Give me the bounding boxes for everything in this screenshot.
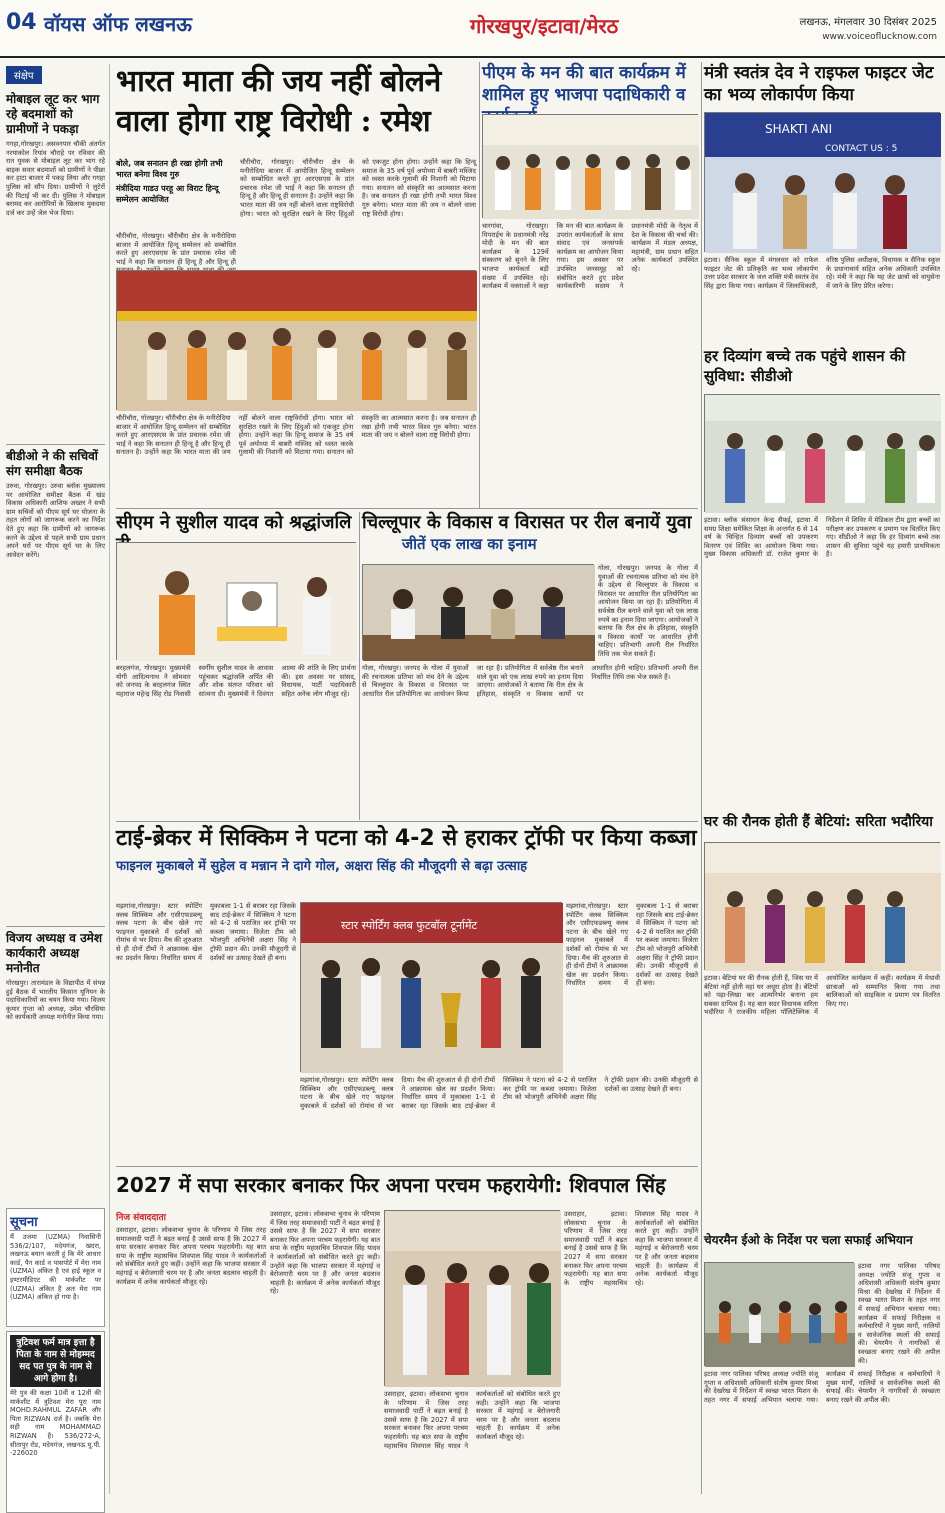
paper-name: वॉयस ऑफ लखनऊ	[44, 12, 192, 36]
daughters-headline: घर की रौनक होती हैं बेटियां: सरिता भदौरिया	[704, 814, 933, 830]
column-rule	[701, 62, 702, 1494]
website-link[interactable]: www.voiceoflucknow.com	[822, 32, 937, 42]
lead-bullet2: मंत्रीदिया गाडउ परहू आ विराट हिन्दू सम्मेलन आयोजित	[116, 184, 219, 204]
notice-text: मैं उजमा (UZMA) निवासिनी 536/2/107, मदेयगंज, खदरा, लखनऊ बयान करती हूं कि मेरे आधार कार्ड, पैन कार्ड व पासपोर्ट में मेरा नाम (UZMA) अंकित है एवं हाई स्कूल व इण्टरमीडिएट की मार्कशीट पर (UZMA) अंकित है अतः मेरा नाम (UZMA) अंकित हो गया है।	[10, 1233, 101, 1302]
brief1-text: गगहा,गोरखपुर। असवनपार चौकी अंतर्गत नरयाकोल रियांव चौराहे पर रविवार की रात युवक से मोबाइल लूट कर भाग रहे बाइक सवार बदमाशों को ग्रामीणों ने पीछा कर हाटा बाजार में पकड़ लिया और गगहा पुलिस को सौंप दिया। ग्रामीणों ने लुटेरों की पिटाई भी कर दी। पुलिस ने मोबाइल बरामद कर आरोपियों के खिलाफ मुकदमा दर्ज कर उन्हें जेल भेज दिया।	[6, 140, 105, 217]
cleanliness-text: इटावा नगर पालिका परिषद अध्यक्ष ज्योति संजू गुप्ता व अधिशासी अधिकारी संतोष कुमार मिश्रा की देखरेख में निर्देशन में स्वच्छ भारत मिशन के तहत नगर में सफाई अभियान चलाया गया। कार्यक्रम में सफाई निरीक्षक व कर्मचारियों ने मुख्य मार्गों, नालियों व सार्वजनिक स्थलों की सफाई की। चेयरमैन ने नागरिकों से स्वच्छता बनाए रखने की अपील की।	[704, 1370, 940, 1404]
brief3-text: गोरखपुर। तारामंडल के विद्यापीठ में संपन्न हुई बैठक में भारतीय किसान यूनियन के पदाधिकारियों का चयन किया गया। विजय कुमार गुप्ता को अध्यक्ष, उमेश चौरसिया को कार्यकारी अध्यक्ष मनोनीत किया गया।	[6, 979, 105, 1022]
lead-headline-line2: वाला होगा राष्ट्र विरोधी : रमेश	[116, 104, 431, 139]
lead-bullets	[116, 158, 236, 230]
reel-text-side: गोला, गोरखपुर। जनपद के गोला में युवाओं की रचनात्मक प्रतिभा को मंच देने के उद्देश्य से चिल्लूपार के विकास व विरासत पर आधारित रील प्रतियोगिता का आयोजन किया जा रहा है। प्रतियोगिता में सर्वश्रेष्ठ रील बनाने वाले युवा को एक लाख रुपये का इनाम दिया जाएगा। आयोजकों ने बताया कि रील क्षेत्र के इतिहास, संस्कृति व विकास कार्यों पर आधारित होनी चाहिए। प्रतिभागी अपनी रील निर्धारित तिथि तक भेज सकते हैं।	[598, 564, 698, 658]
cleanliness-text-side: इटावा नगर पालिका परिषद अध्यक्ष ज्योति संजू गुप्ता व अधिशासी अधिकारी संतोष कुमार मिश्रा की देखरेख में निर्देशन में स्वच्छ भारत मिशन के तहत नगर में सफाई अभियान चलाया गया। कार्यक्रम में सफाई निरीक्षक व कर्मचारियों ने मुख्य मार्गों, नालियों व सार्वजनिक स्थलों की सफाई की। चेयरमैन ने नागरिकों से स्वच्छता बनाए रखने की अपील की।	[858, 1262, 940, 1365]
notice-title: सूचना	[10, 1212, 101, 1231]
shivpal-text-mid: उसराहार, इटावा। लोकसभा चुनाव के परिणाम में जिस तरह समाजवादी पार्टी ने बढ़त बनाई है उससे साफ है कि 2027 में सपा सरकार बनाकर फिर अपना परचम फहरायेगी। यह बात सपा के राष्ट्रीय महासचिव शिवपाल सिंह यादव ने कार्यकर्ताओं को संबोधित करते हुए कही। उन्होंने कहा कि भाजपा सरकार में महंगाई व बेरोजगारी चरम पर है और जनता बदलाव चाहती है। कार्यक्रम में अनेक कार्यकर्ता मौजूद रहे।	[384, 1390, 560, 1450]
pm-headline: पीएम के मन की बात कार्यक्रम में शामिल हुए भाजपा पदाधिकारी व	[482, 63, 686, 105]
column-rule	[359, 512, 360, 820]
brief2-text: उरुवा, गोरखपुर। उरुवा ब्लॉक मुख्यालय पर आयोजित समीक्षा बैठक में खंड विकास अधिकारी आशिफ अख्तर ने सभी ग्राम सचिवों को पीएम सूर्य घर योजना के तहत लोगों को जागरूक करने का निर्देश देते हुए कहा कि ग्रामीणों को जागरूक करने के उद्देश्य से पहले सभी ग्राम प्रधान अपने घरों पर पीएम सूर्य घर के लिए आवेदन करेंगे।	[6, 482, 105, 559]
sports-text-left: मझगांवा,गोरखपुर। स्टार स्पोर्टिंग क्लब सिक्किम और एसीएफडब्ल्यू क्लब पटना के बीच खेले गए फाइनल मुकाबले में दर्शकों को रोमांच से भर दिया। मैच की शुरुआत से ही दोनों टीमों ने आक्रामक खेल का प्रदर्शन किया। निर्धारित समय में मुकाबला 1-1 से बराबर रहा जिसके बाद टाई-ब्रेकर में सिक्किम ने पटना को 4-2 से पराजित कर ट्रॉफी पर कब्जा जमाया। विजेता टीम को भोजपुरी अभिनेत्री अक्षरा सिंह ने ट्रॉफी प्रदान की। उनकी मौजूदगी से दर्शकों का उत्साह देखते ही बना।	[116, 902, 296, 962]
lead-text-bottom: चौरीचौरा, गोरखपुर। चौरीचौरा क्षेत्र के मनीरोदिया बाजार में आयोजित हिन्दू सम्मेलन को सम्बोधित करते हुए आरएसएस के प्रांत प्रचारक रमेश जी भाई ने कहा कि सनातन ही हिन्दू है और हिन्दू ही सनातन है। उन्होंने कहा कि भारत माता की जय नहीं बोलने वाला राष्ट्रविरोधी होगा। भारत को सुरक्षित रखने के लिए हिंदुओं को एकजुट होना होगा। उन्होंने कहा कि हिन्दू समाज के 35 वर्ष पूर्व अयोध्या में बाबरी मस्जिद को ध्वस्त करके गुलामी की निशानी को मिटाया गया। सनातन को संस्कृति का आत्मसात करना है। जब सनातन ही रखा होगी तभी भारत विश्व गुरु बनेगा। भारत माता की जय न बोलने वाला राष्ट्र विरोधी होगा।	[116, 414, 476, 457]
reel-text: गोला, गोरखपुर। जनपद के गोला में युवाओं की रचनात्मक प्रतिभा को मंच देने के उद्देश्य से चिल्लूपार के विकास व विरासत पर आधारित रील प्रतियोगिता का आयोजन किया जा रहा है। प्रतियोगिता में सर्वश्रेष्ठ रील बनाने वाले युवा को एक लाख रुपये का इनाम दिया जाएगा। आयोजकों ने बताया कि रील क्षेत्र के इतिहास, संस्कृति व विकास कार्यों पर आधारित होनी चाहिए। प्रतिभागी अपनी रील निर्धारित तिथि तक भेज सकते हैं।	[362, 664, 698, 698]
divyang-headline: हर दिव्यांग बच्चे तक पहुंचे शासन की सुविधा: सीडीओ	[704, 347, 906, 385]
shivpal-text-left2: उसराहार, इटावा। लोकसभा चुनाव के परिणाम में जिस तरह समाजवादी पार्टी ने बढ़त बनाई है उससे साफ है कि 2027 में सपा सरकार बनाकर फिर अपना परचम फहरायेगी। यह बात सपा के राष्ट्रीय महासचिव शिवपाल सिंह यादव ने कार्यकर्ताओं को संबोधित करते हुए कही। उन्होंने कहा कि भाजपा सरकार में महंगाई व बेरोजगारी चरम पर है और जनता बदलाव चाहती है। कार्यक्रम में अनेक कार्यकर्ता मौजूद रहे।	[270, 1210, 380, 1296]
sports-text-bottom: मझगांवा,गोरखपुर। स्टार स्पोर्टिंग क्लब सिक्किम और एसीएफडब्ल्यू क्लब पटना के बीच खेले गए फाइनल मुकाबले में दर्शकों को रोमांच से भर दिया। मैच की शुरुआत से ही दोनों टीमों ने आक्रामक खेल का प्रदर्शन किया। निर्धारित समय में मुकाबला 1-1 से बराबर रहा जिसके बाद टाई-ब्रेकर में सिक्किम ने पटना को 4-2 से पराजित कर ट्रॉफी पर कब्जा जमाया। विजेता टीम को भोजपुरी अभिनेत्री अक्षरा सिंह ने ट्रॉफी प्रदान की। उनकी मौजूदगी से दर्शकों का उत्साह देखते ही बना।	[300, 1076, 698, 1110]
jet-headline-block	[704, 62, 940, 110]
reel-headline-block	[362, 512, 698, 562]
daughters-text: इटावा। बेटियां घर की रौनक होती हैं, जिस घर में बेटियां नहीं होती वहां घर अधूरा होता है। बेटियों को पढ़ा-लिखा कर आत्मनिर्भर बनाना हम सबका दायित्व है। यह बात सदर विधायक सरिता भदौरिया ने राजकीय महिला पॉलिटेक्निक में आयोजित कार्यक्रम में कही। कार्यक्रम में मेधावी छात्राओं को सम्मानित किया गया तथा बालिकाओं को साइकिल व प्रमाण पत्र वितरित किए गए।	[704, 974, 940, 1017]
cleanliness-headline: चेयरमैन ईओ के निर्देश पर चला सफाई अभियान	[704, 1233, 913, 1247]
jet-contact-text: CONTACT US : 5	[825, 144, 898, 154]
lead-headline-block	[116, 62, 476, 172]
divyang-headline-block	[704, 346, 940, 392]
reel-headline: चिल्लूपार के विकास व विरासत पर रील बनायें युवा	[362, 512, 692, 533]
row-rule	[116, 508, 698, 509]
pm-text: चारगांवा, गोरखपुर। पिपराईच के प्रधानमंत्री नरेंद्र मोदी के मन की बात कार्यक्रम के 129वें संस्करण को सुनने के लिए भाजपा कार्यकर्ता बड़ी संख्या में उपस्थित रहे। कार्यक्रम में वक्ताओं ने कहा कि मन की बात कार्यक्रम के उपरांत कार्यकर्ताओं के साथ संवाद एवं जनसंपर्क कार्यक्रम का आयोजन किया गया। इस अवसर पर उपस्थित जनसमूह को संबोधित करते हुए प्रदेश कार्यकारिणी सदस्य ने प्रधानमंत्री मोदी के नेतृत्व में देश के विकास की चर्चा की। कार्यक्रम में मंडल अध्यक्ष, महामंत्री, ग्राम प्रधान सहित अनेक कार्यकर्ता उपस्थित रहे।	[482, 222, 698, 291]
jet-banner-text: SHAKTI ANI	[765, 122, 833, 136]
lead-photo	[116, 270, 476, 410]
yogi-text: बरहलगंज, गोरखपुर। मुख्यमंत्री योगी आदित्यनाथ ने सोमवार को जनपद के बरहलगंज स्थित महाराज महेन्द्र सिंह रोड निवासी स्वर्गीय सुशील यादव के आवास पहुंचकर श्रद्धांजलि अर्पित की और शोक संतप्त परिवार को सांत्वना दी। मुख्यमंत्री ने दिवंगत आत्मा की शांति के लिए प्रार्थना की। इस अवसर पर सांसद, विधायक, पार्टी पदाधिकारी सहित अनेक लोग मौजूद रहे।	[116, 664, 356, 698]
jet-photo	[704, 112, 940, 252]
divyang-photo	[704, 394, 940, 512]
daughters-photo	[704, 842, 940, 970]
cleanliness-headline-block	[704, 1232, 940, 1260]
yogi-headline-block	[116, 512, 356, 540]
brief3-title: विजय अध्यक्ष व उमेश कार्यकारी अध्यक्ष मनोनीत	[6, 926, 105, 976]
shivpal-text-left: उसराहार, इटावा। लोकसभा चुनाव के परिणाम में जिस तरह समाजवादी पार्टी ने बढ़त बनाई है उससे साफ है कि 2027 में सपा सरकार बनाकर फिर अपना परचम फहरायेगी। यह बात सपा के राष्ट्रीय महासचिव शिवपाल सिंह यादव ने कार्यकर्ताओं को संबोधित करते हुए कही। उन्होंने कहा कि भाजपा सरकार में महंगाई व बेरोजगारी चरम पर है और जनता बदलाव चाहती है। कार्यक्रम में अनेक कार्यकर्ता मौजूद रहे।	[116, 1226, 266, 1286]
pm-photo	[482, 114, 698, 218]
lead-text-col1: चौरीचौरा, गोरखपुर। चौरीचौरा क्षेत्र के मनीरोदिया बाजार में आयोजित हिन्दू सम्मेलन को सम्बोधित करते हुए आरएसएस के प्रांत प्रचारक रमेश जी भाई ने कहा कि सनातन ही हिन्दू है और हिन्दू ही	[116, 232, 236, 266]
sports-banner-text: स्टार स्पोर्टिंग क्लब फुटबॉल टूर्नामेंट	[341, 919, 478, 932]
shivpal-headline: 2027 में सपा सरकार बनाकर फिर अपना परचम फहरायेगी: शिवपाल सिंह	[116, 1173, 666, 1197]
lead-text-col2: चौरीचौरा, गोरखपुर। चौरीचौरा क्षेत्र के मनीरोदिया बाजार में आयोजित हिन्दू सम्मेलन को सम्बोधित करते हुए आरएसएस के प्रांत प्रचारक रमेश जी भाई ने कहा कि सनातन ही हिन्दू है और हिन्दू ही सनातन है। उन्होंने कहा कि भारत माता की जय नहीं बोलने वाला राष्ट्रविरोधी होगा। भारत को सुरक्षित रखने के लिए हिंदुओं को एकजुट होना होगा। उन्होंने कहा कि हिन्दू समाज के 35 वर्ष पूर्व अयोध्या में बाबरी मस्जिद को ध्वस्त करके गुलामी की निशानी को मिटाया गया। सनातन को संस्कृति का आत्मसात करना है। जब सनातन ही रखा होगी तभी भारत विश्व गुरु बनेगा। भारत माता की जय न बोलने वाला राष्ट्र विरोधी होगा।	[240, 158, 476, 218]
notice2-text: मेरे पुत्र की कक्षा 10वीं व 12वीं की मार्कशीट में त्रुटिवश मेरा पूरा नाम MOHD.RAHMUL ZAFAR और पिता RIZWAN दर्ज है। जबकि मेरा सही नाम MOHAMMAD RIZWAN है। 536/272-A, सीतापुर रोड, मदेयगंज, लखनऊ यू.पी. -226020	[10, 1389, 101, 1458]
brief2-title: बीडीओ ने की सचिवों संग समीक्षा बैठक	[6, 444, 105, 479]
sports-headline: टाई-ब्रेकर में सिक्किम ने पटना को 4-2 से हराकर ट्रॉफी पर किया कब्जा	[116, 826, 697, 851]
yogi-photo	[116, 542, 356, 660]
jet-headline: मंत्री स्वतंत्र देव ने राइफल फाइटर जेट का भव्य लोकार्पण किया	[704, 63, 934, 105]
row-rule	[116, 1166, 698, 1167]
reel-subhead: जीतें एक लाख का इनाम	[402, 535, 537, 553]
jet-text: इटावा। सैनिक स्कूल में मंगलवार को राफेल फाइटर जेट की प्रतिकृति का भव्य लोकार्पण उत्तर प्रदेश सरकार के जल शक्ति मंत्री स्वतंत्र देव सिंह द्वारा किया गया। कार्यक्रम में जिलाधिकारी, वरिष्ठ पुलिस अधीक्षक, विधायक व सैनिक स्कूल के प्रधानाचार्य सहित अनेक अधिकारी उपस्थित रहे। मंत्री ने कहा कि यह जेट छात्रों को वायुसेना में जाने के लिए प्रेरित करेगा।	[704, 256, 940, 290]
column-rule	[479, 62, 480, 508]
sports-subhead: फाइनल मुकाबले में सुहेल व मन्नान ने दागे गोल, अक्षरा सिंह की मौजूदगी से बढ़ा उत्साह	[116, 859, 528, 874]
shivpal-dateline-block	[116, 1210, 276, 1224]
brief-tag: संक्षेप	[6, 66, 42, 84]
sports-text-right: मझगांवा,गोरखपुर। स्टार स्पोर्टिंग क्लब सिक्किम और एसीएफडब्ल्यू क्लब पटना के बीच खेले गए फाइनल मुकाबले में दर्शकों को रोमांच से भर दिया। मैच की शुरुआत से ही दोनों टीमों ने आक्रामक खेल का प्रदर्शन किया। निर्धारित समय में मुकाबला 1-1 से बराबर रहा जिसके बाद टाई-ब्रेकर में सिक्किम ने पटना को 4-2 से पराजित कर ट्रॉफी पर कब्जा जमाया। विजेता टीम को भोजपुरी अभिनेत्री अक्षरा सिंह ने ट्रॉफी प्रदान की। उनकी मौजूदगी से दर्शकों का उत्साह देखते ही बना।	[566, 902, 698, 988]
edition-label: गोरखपुर/इटावा/मेरठ	[470, 14, 619, 38]
shivpal-photo	[384, 1210, 560, 1386]
page-number: 04	[6, 10, 37, 35]
divyang-text: इटावा। ब्लॉक संसाधन केन्द्र सैफई, इटावा में समग्र शिक्षा समेकित शिक्षा के अन्तर्गत 6 से 14 वर्ष के चिन्हित दिव्यांग बच्चों को उपकरण वितरण एवं शिविर का आयोजन किया गया। मुख्य विकास अधिकारी डॉ. राजेश कुमार के निर्देशन में शिविर में मेडिकल टीम द्वारा बच्चों का परीक्षण कर उपकरण व प्रमाण पत्र वितरित किए गए। सीडीओ ने कहा कि हर दिव्यांग बच्चे तक शासन की सुविधा पहुंचे यह हमारी प्राथमिकता है।	[704, 516, 940, 559]
sports-headline-block	[116, 824, 698, 896]
shivpal-text-right: उसराहार, इटावा। लोकसभा चुनाव के परिणाम में जिस तरह समाजवादी पार्टी ने बढ़त बनाई है उससे साफ है कि 2027 में सपा सरकार बनाकर फिर अपना परचम फहरायेगी। यह बात सपा के राष्ट्रीय महासचिव शिवपाल सिंह यादव ने कार्यकर्ताओं को संबोधित करते हुए कही। उन्होंने कहा कि भाजपा सरकार में महंगाई व बेरोजगारी चरम पर है और जनता बदलाव चाहती है। कार्यक्रम में अनेक कार्यकर्ता मौजूद रहे।	[564, 1210, 698, 1287]
left-brief-column	[6, 64, 110, 1494]
cleanliness-photo	[704, 1262, 854, 1366]
lead-bullet1: बोले, जब सनातन ही रखा होगी तभी भारत बनेगा विश्व गुरु	[116, 159, 223, 179]
row-rule	[116, 821, 698, 822]
name-correction-notice	[6, 1331, 105, 1513]
brief1-title: मोबाइल लूट कर भाग रहे बदमाशों को ग्रामीणों ने पकड़ा	[6, 92, 100, 136]
yogi-headline: सीएम ने सुशील यादव को श्रद्धांजलि	[116, 512, 352, 533]
notice2-heading: त्रुटिवश फर्म मात्र इत्ता है पिता के नाम से मोहम्मद सद पत पुत्र के नाम से आगे होगा है।	[10, 1335, 101, 1387]
shivpal-dateline: निज संवाददाता	[116, 1213, 166, 1223]
public-notice	[6, 1208, 105, 1327]
issue-date: लखनऊ, मंगलवार 30 दिसंबर 2025	[799, 17, 937, 28]
reel-photo	[362, 564, 594, 660]
daughters-headline-block	[704, 812, 940, 840]
shivpal-headline-block	[116, 1170, 698, 1206]
pm-headline-block	[482, 62, 698, 112]
masthead	[0, 0, 945, 58]
lead-headline-line1: भारत माता की जय नहीं बोलने	[116, 64, 441, 99]
sports-photo	[300, 902, 562, 1072]
